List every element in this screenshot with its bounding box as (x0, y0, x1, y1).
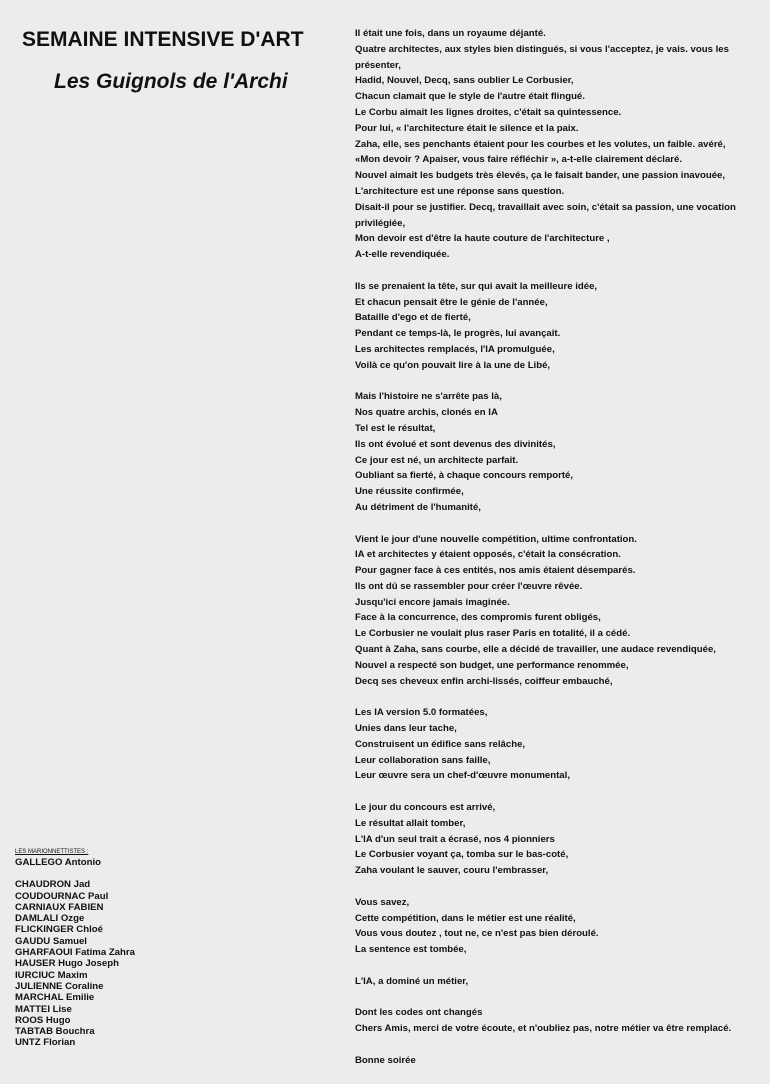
poem-line: Quant à Zaha, sans courbe, elle a décidé de travailler, une audace revendiquée, (355, 644, 716, 656)
poem-line: Mais l'histoire ne s'arrête pas là, (355, 391, 502, 403)
poem-line: IA et architectes y étaient opposés, c'était la consécration. (355, 549, 621, 561)
poem-line: Pour lui, « l'architecture était le silence et la paix. (355, 122, 579, 134)
credit-name: ROOS Hugo (15, 1014, 71, 1026)
poem-line: Tel est le résultat, (355, 422, 436, 434)
poem-line: Cette compétition, dans le métier est une réalité, (355, 912, 576, 924)
poem-line: «Mon devoir ? Apaiser, vous faire réfléchir », a-t-elle clairement déclaré. (355, 154, 683, 166)
poem-line: A-t-elle revendiquée. (355, 249, 450, 261)
poem-line: Ils ont dû se rassembler pour créer l'œuvre rêvée. (355, 580, 583, 592)
poem-line: Les IA version 5.0 formatées, (355, 707, 488, 719)
poem-line: Vient le jour d'une nouvelle compétition, ultime confrontation. (355, 533, 637, 545)
poem-line: Zaha, elle, ses penchants étaient pour les courbes et les volutes, un faible. avéré, (355, 138, 726, 150)
credit-name: HAUSER Hugo Joseph (15, 958, 119, 970)
page-subtitle: Les Guignols de l'Archi (54, 70, 288, 93)
page-title: SEMAINE INTENSIVE D'ART (22, 28, 304, 51)
credit-name: CHAUDRON Jad (15, 879, 91, 891)
poem-line: Disait-il pour se justifier. Decq, travaillait avec soin, c'était sa passion, une vocation privilégiée, (355, 201, 736, 229)
credits-list (15, 848, 335, 1049)
credit-name: MARCHAL Emilie (15, 992, 95, 1004)
poem-line: Ce jour est né, un architecte parfait. (355, 454, 519, 466)
poem-line: Le Corbu aimait les lignes droites, c'était sa quintessence. (355, 106, 622, 118)
credit-name: UNTZ Florian (15, 1037, 76, 1049)
poem-stanza (355, 389, 750, 515)
poem-line: Vous savez, (355, 896, 410, 908)
poem-stanza (355, 800, 750, 879)
poem-stanza (355, 1005, 750, 1037)
poem-stanza (355, 532, 750, 690)
credit-name: DAMLALI Ozge (15, 913, 85, 925)
poem-line: Mon devoir est d'être la haute couture de l'architecture , (355, 233, 610, 245)
credit-name: COUDOURNAC Paul (15, 890, 109, 902)
poem-line: Hadid, Nouvel, Decq, sans oublier Le Corbusier, (355, 75, 574, 87)
poem-line: Et chacun pensait être le génie de l'année, (355, 296, 548, 308)
poem-line: Unies dans leur tache, (355, 723, 457, 735)
poem-line: Bonne soirée (355, 1054, 416, 1066)
poem-line: Le résultat allait tomber, (355, 817, 466, 829)
poem-line: Bataille d'ego et de fierté, (355, 312, 471, 324)
poem-line: Une réussite confirmée, (355, 486, 464, 498)
poem-line: Quatre architectes, aux styles bien distingués, si vous l'acceptez, je vais. vous les présenter, (355, 43, 729, 71)
poem-line: Zaha voulant le sauver, couru l'embrasser, (355, 865, 549, 877)
poem-line: Oubliant sa fierté, à chaque concours remporté, (355, 470, 574, 482)
credit-name: MATTEI Lise (15, 1003, 72, 1015)
poem-line: Face à la concurrence, des compromis furent obligés, (355, 612, 601, 624)
poem-line: Pour gagner face à ces entités, nos amis étaient désemparés. (355, 565, 636, 577)
poem-line: Nos quatre archis, clonés en IA (355, 407, 498, 419)
credit-name: CARNIAUX FABIEN (15, 901, 104, 913)
poem-stanza (355, 26, 750, 263)
poem-line: Vous vous doutez , tout ne, ce n'est pas bien déroulé. (355, 928, 599, 940)
poem-line: Le jour du concours est arrivé, (355, 802, 496, 814)
poem-line: Voilà ce qu'on pouvait lire à la une de Libé, (355, 359, 551, 371)
credit-name: GHARFAOUI Fatima Zahra (15, 947, 135, 959)
poem-stanza (355, 895, 750, 958)
poem-line: Leur collaboration sans faille, (355, 754, 491, 766)
poem-line: Construisent un édifice sans relâche, (355, 738, 526, 750)
poem-stanza (355, 279, 750, 374)
poem-text (355, 26, 750, 1084)
poem-line: Le Corbusier voyant ça, tomba sur le bas-coté, (355, 849, 569, 861)
poem-line: Chers Amis, merci de votre écoute, et n'oubliez pas, notre métier va être remplacé. (355, 1023, 732, 1035)
poem-line: Dont les codes ont changés (355, 1007, 483, 1019)
poem-line: Leur œuvre sera un chef-d'œuvre monumental, (355, 770, 570, 782)
poem-line: Jusqu'ici encore jamais imaginée. (355, 596, 510, 608)
poem-line: Les architectes remplacés, l'IA promulguée, (355, 343, 555, 355)
credit-name: FLICKINGER Chloé (15, 924, 103, 936)
poem-stanza (355, 705, 750, 784)
poem-line: L'IA, a dominé un métier, (355, 975, 469, 987)
poem-line: Decq ses cheveux enfin archi-lissés, coiffeur embauché, (355, 675, 613, 687)
poem-line: Ils se prenaient la tête, sur qui avait la meilleure idée, (355, 280, 598, 292)
poem-stanza (355, 1053, 750, 1069)
credit-name: TABTAB Bouchra (15, 1026, 95, 1038)
credit-name: IURCIUC Maxim (15, 969, 88, 981)
poem-stanza (355, 974, 750, 990)
poem-line: Il était une fois, dans un royaume déjanté. (355, 28, 546, 39)
poem-line: L'IA d'un seul trait a écrasé, nos 4 pionniers (355, 833, 555, 845)
poem-line: Pendant ce temps-là, le progrès, lui avançait. (355, 328, 561, 340)
poem-line: Nouvel aimait les budgets très élevés, ça le faisait bander, une passion inavouée, (355, 170, 726, 182)
poem-line: L'architecture est une réponse sans question. (355, 185, 565, 197)
poem-line: Le Corbusier ne voulait plus raser Paris en totalité, il a cédé. (355, 628, 631, 640)
credit-name: GALLEGO Antonio (15, 857, 101, 868)
poem-line: Ils ont évolué et sont devenus des divinités, (355, 438, 556, 450)
credit-name: GAUDU Samuel (15, 935, 87, 947)
credit-name: JULIENNE Coraline (15, 980, 104, 992)
poem-line: Nouvel a respecté son budget, une performance renommée, (355, 659, 629, 671)
poem-line: Chacun clamait que le style de l'autre était flingué. (355, 91, 585, 103)
credits-heading: LES MARIONNETTISTES : (15, 849, 89, 855)
poem-line: Au détriment de l'humanité, (355, 501, 481, 513)
poem-line: La sentence est tombée, (355, 944, 467, 956)
